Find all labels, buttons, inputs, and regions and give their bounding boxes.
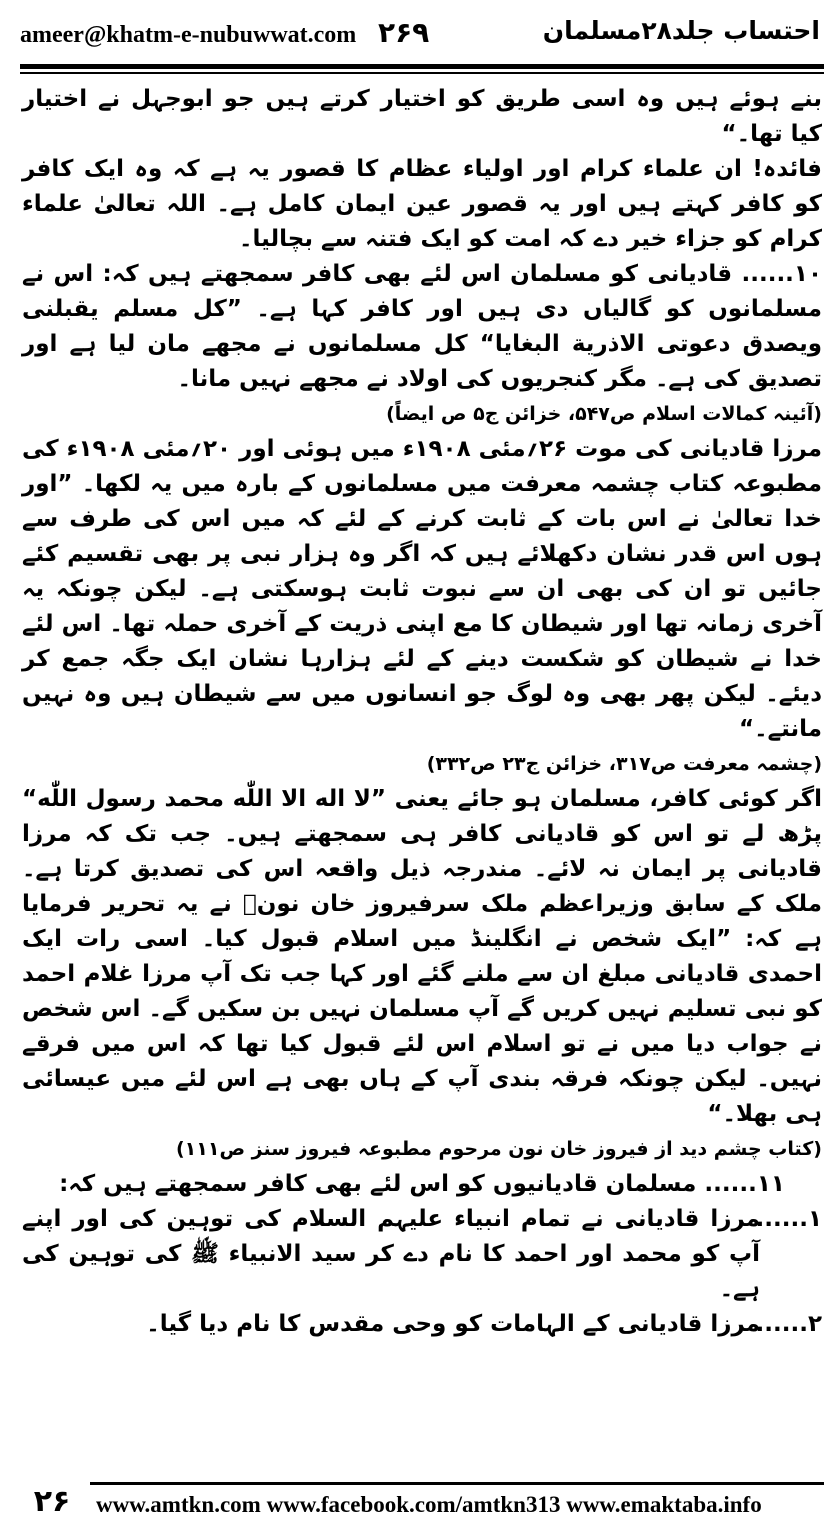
reference: (کتاب چشم دید از فیروز خان نون مرحوم مطبوعہ فیروز سنز ص۱۱۱)	[175, 1138, 822, 1160]
page-header	[0, 0, 840, 66]
reference: (آئینہ کمالات اسلام ص۵۴۷، خزائن ج۵ ص ایضاً)	[386, 403, 822, 425]
paragraph: بنے ہوئے ہیں وہ اسی طریق کو اختیار کرتے ہیں جو ابوجہل نے اختیار کیا تھا۔“	[22, 86, 822, 147]
paragraph: مرزا قادیانی کی موت ۲۶؍مئی ۱۹۰۸ء میں ہوئی اور ۲۰؍مئی ۱۹۰۸ء کی مطبوعہ کتاب چشمہ معرفت میں مسلمانوں کے بارہ میں یہ لکھا۔ ”اور خدا تعالیٰ نے اس بات کے ثابت کرنے کے لئے کہ میں اس کی طرف سے ہوں اس قدر نشان دکھلائے ہیں کہ اگر وہ ہزار نبی پر بھی تقسیم کئے جائیں تو ان کی بھی ان سے نبوت ثابت ہوسکتی ہے۔ لیکن چونکہ یہ آخری زمانہ تھا اور شیطان کا مع اپنی ذریت کے آخری حملہ تھا۔ اس لئے خدا نے شیطان کو شکست دینے کے لئے ہزارہا نشان ایک جگہ جمع کر دیئے۔ لیکن پھر بھی وہ لوگ جو انسانوں میں سے شیطان ہیں وہ نہیں مانتے۔“	[22, 436, 822, 742]
paragraph: فائدہ! ان علماء کرام اور اولیاء عظام کا قصور یہ ہے کہ وہ ایک کافر کو کافر کہتے ہیں اور یہ قصور عین ایمان کامل ہے۔ اللہ تعالیٰ علماء کرام کو جزاء خیر دے کہ امت کو ایک فتنہ سے بچالیا۔	[22, 156, 822, 252]
list-text: مرزا قادیانی نے تمام انبیاء علیہم السلام کی توہین کی اور اپنے آپ کو محمد اور احمد کا نام دے کر سید الانبیاء ﷺ کی توہین کی ہے۔	[22, 1206, 760, 1302]
list-number: ۱......	[755, 1206, 822, 1232]
header-rule	[20, 64, 824, 69]
header-rule-thin	[20, 72, 824, 74]
paragraph: اگر کوئی کافر، مسلمان ہو جائے یعنی ”لا اله الا اللّٰه محمد رسول اللّٰه“ پڑھ لے تو اس کو قادیانی کافر ہی سمجھتے ہیں۔ جب تک کہ مرزا قادیانی پر ایمان نہ لائے۔ مندرجہ ذیل واقعہ اس کی تصدیق کرتا ہے۔ ملک کے سابق وزیراعظم ملک سرفیروز خان نونؒ نے یہ تحریر فرمایا ہے کہ: ”ایک شخص نے انگلینڈ میں اسلام قبول کیا۔ اسی رات ایک احمدی قادیانی مبلغ ان سے ملنے گئے اور کہا جب تک آپ مرزا غلام احمد کو نبی تسلیم نہیں کریں گے آپ مسلمان نہیں بن سکیں گے۔ اس شخص نے جواب دیا میں نے تو اسلام اس لئے قبول کیا تھا کہ اس میں فرقے نہیں۔ لیکن چونکہ فرقہ بندی آپ کے ہاں بھی ہے اس لئے میں عیسائی ہی بھلا۔“	[22, 786, 822, 1127]
footer-rule	[90, 1482, 824, 1485]
list-item	[22, 1307, 822, 1342]
list-item	[22, 1202, 822, 1307]
header-title: احتساب جلد۲۸مسلمان	[542, 16, 820, 45]
page-body	[22, 82, 822, 1342]
paragraph: ۱۰...... قادیانی کو مسلمان اس لئے بھی کافر سمجھتے ہیں کہ: اس نے مسلمانوں کو گالیاں دی ہیں اور کافر کہا ہے۔ ”کل مسلم یقبلنی ویصدق دعوتی الاذریة البغایا“ کل مسلمانوں نے مجھے مان لیا ہے اور تصدیق کی ہے۔ مگر کنجریوں کی اولاد نے مجھے نہیں مانا۔	[22, 261, 822, 392]
section-heading: ۱۱...... مسلمان قادیانیوں کو اس لئے بھی کافر سمجھتے ہیں کہ:	[59, 1171, 785, 1197]
footer-page-box: ۲۶	[33, 1484, 71, 1519]
reference: (چشمہ معرفت ص۳۱۷، خزائن ج۲۳ ص۳۳۲)	[426, 753, 822, 775]
list-text: مرزا قادیانی کے الہامات کو وحی مقدس کا نام دیا گیا۔	[146, 1311, 760, 1337]
page-footer	[0, 1476, 840, 1540]
footer-links: www.amtkn.com www.facebook.com/amtkn313 www.emaktaba.info	[96, 1492, 762, 1517]
list-number: ۲......	[755, 1311, 822, 1337]
header-page-number: ۲۶۹	[378, 16, 430, 49]
header-email: ameer@khatm-e-nubuwwat.com	[20, 22, 357, 48]
